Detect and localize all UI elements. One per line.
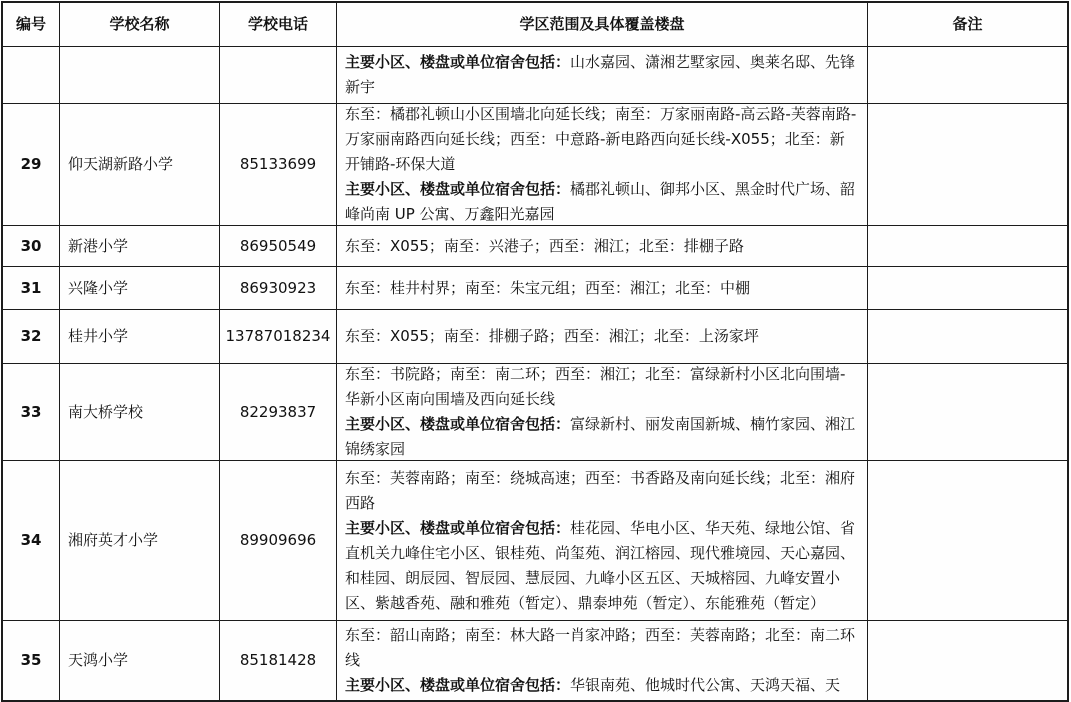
school-name: 桂井小学 (59, 310, 219, 363)
district-range-cell (336, 267, 867, 309)
district-boundary: 东至：芙蓉南路；南至：绕城高速；西至：书香路及南向延长线；北至：湘府西路 (345, 468, 856, 512)
row-number (3, 47, 59, 103)
properties-list: 桂花园、华电小区、华天苑、绿地公馆、省直机关九峰住宅小区、银桂苑、尚玺苑、润江榕园、现代雅境园、天心嘉园、和桂园、朗辰园、智辰园、慧辰园、九峰小区五区、天城榕园、九峰安置小区、紫越香苑、融和雅苑（暂定）、鼎泰坤苑（暂定）、东能雅苑（暂定） (345, 518, 856, 612)
covered-properties (345, 673, 857, 698)
row-number: 35 (20, 651, 42, 669)
district-boundary: 东至：X055；南至：兴港子；西至：湘江；北至：排棚子路 (345, 236, 744, 255)
school-name: 仰天湖新路小学 (59, 104, 219, 225)
district-range-cell (336, 310, 867, 363)
table-row (3, 266, 1067, 309)
school-phone: 85181428 (219, 621, 336, 700)
district-boundary: 东至：桂井村界；南至：朱宝元组；西至：湘江；北至：中棚 (345, 278, 751, 297)
row-number: 33 (20, 402, 42, 421)
row-number: 30 (20, 236, 42, 255)
covered-properties (345, 50, 857, 100)
remark-cell (867, 364, 1067, 460)
table-row (3, 103, 1067, 225)
properties-list: 富绿新村、丽发南国新城、楠竹家园、湘江锦绣家园 (345, 415, 856, 458)
district-range-cell (336, 364, 867, 460)
remark-cell (867, 267, 1067, 309)
remark-cell (867, 226, 1067, 266)
table-row (3, 620, 1067, 700)
row-number: 34 (20, 531, 42, 549)
covered-properties (345, 412, 857, 460)
school-name: 天鸿小学 (59, 621, 219, 700)
covered-properties (345, 177, 857, 225)
properties-label: 主要小区、楼盘或单位宿舍包括： (345, 415, 571, 433)
remark-cell (867, 104, 1067, 225)
properties-list: 橘郡礼顿山、御邦小区、黑金时代广场、韶峰尚南 UP 公寓、万鑫阳光嘉园 (345, 180, 856, 223)
school-name: 南大桥学校 (59, 364, 219, 460)
school-phone: 85133699 (219, 104, 336, 225)
school-phone: 82293837 (219, 364, 336, 460)
table-row (3, 363, 1067, 460)
table-row (3, 460, 1067, 620)
school-name (59, 47, 219, 103)
header-id: 编号 (15, 15, 46, 33)
school-phone: 86950549 (219, 226, 336, 266)
school-phone (219, 47, 336, 103)
header-school-name: 学校名称 (59, 3, 219, 46)
school-phone: 89909696 (219, 461, 336, 620)
district-boundary: 东至：书院路；南至：南二环；西至：湘江；北至：富绿新村小区北向围墙-华新小区南向围墙及西向延长线 (345, 365, 846, 408)
remark-cell (867, 310, 1067, 363)
table-row (3, 225, 1067, 266)
table-header-row (3, 3, 1067, 46)
district-range-cell (336, 621, 867, 700)
properties-label: 主要小区、楼盘或单位宿舍包括： (345, 180, 571, 198)
district-range-cell (336, 226, 867, 266)
school-name: 湘府英才小学 (59, 461, 219, 620)
properties-label: 主要小区、楼盘或单位宿舍包括： (345, 518, 571, 537)
header-district-range: 学区范围及具体覆盖楼盘 (336, 3, 867, 46)
properties-label: 主要小区、楼盘或单位宿舍包括： (345, 53, 571, 71)
school-name: 兴隆小学 (59, 267, 219, 309)
district-boundary: 东至：韶山南路；南至：林大路一肖家冲路；西至：芙蓉南路；北至：南二环线 (345, 626, 856, 669)
district-range-cell (336, 104, 867, 225)
row-number: 29 (20, 155, 42, 173)
remark-cell (867, 47, 1067, 103)
remark-cell (867, 621, 1067, 700)
table-row (3, 46, 1067, 103)
district-boundary: 东至：X055；南至：排棚子路；西至：湘江；北至：上汤家坪 (345, 327, 759, 345)
school-name: 新港小学 (59, 226, 219, 266)
school-phone: 13787018234 (219, 310, 336, 363)
covered-properties (345, 516, 857, 616)
properties-label: 主要小区、楼盘或单位宿舍包括： (345, 676, 571, 694)
remark-cell (867, 461, 1067, 620)
district-range-cell (336, 47, 867, 103)
district-boundary: 东至：橘郡礼顿山小区围墙北向延长线；南至：万家丽南路-高云路-芙蓉南路-万家丽南路西向延长线；西至：中意路-新电路西向延长线-X055；北至：新开铺路-环保大道 (345, 105, 857, 173)
properties-list: 山水嘉园、潇湘艺墅家园、奥莱名邸、先锋新宇 (345, 53, 856, 96)
school-phone: 86930923 (219, 267, 336, 309)
table-row (3, 309, 1067, 363)
header-school-phone: 学校电话 (219, 3, 336, 46)
row-number: 31 (20, 278, 42, 297)
header-remark: 备注 (867, 3, 1067, 46)
row-number: 32 (20, 327, 42, 345)
district-range-cell (336, 461, 867, 620)
school-district-table (1, 1, 1069, 702)
properties-list: 华银南苑、他城时代公寓、天鸿天福、天 (570, 676, 841, 694)
